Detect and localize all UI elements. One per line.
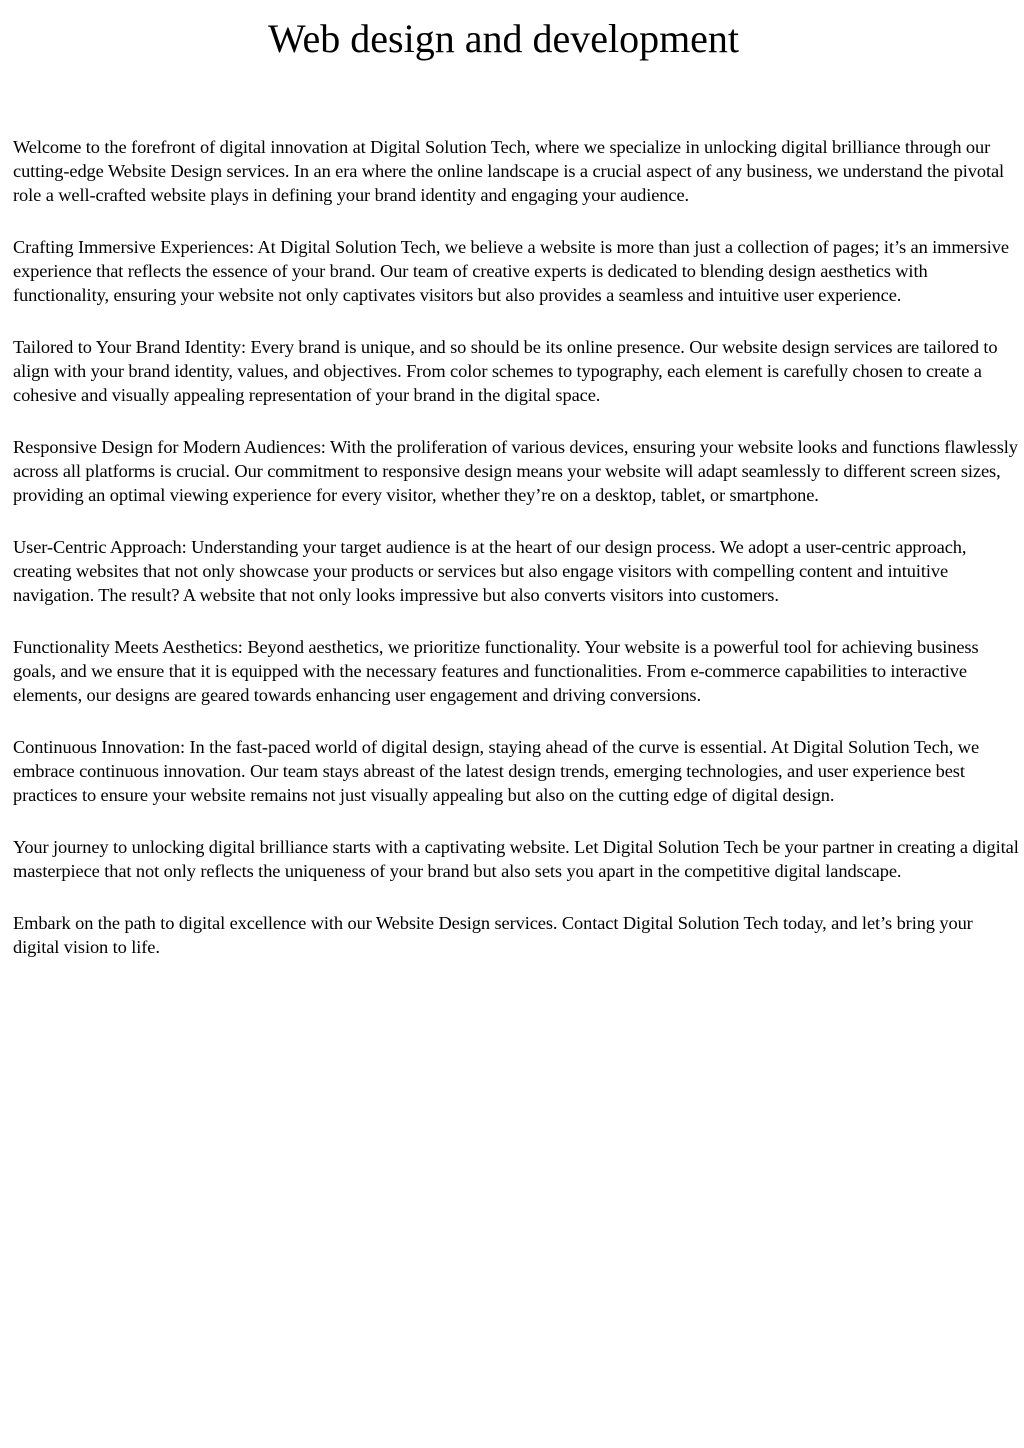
paragraph-brand-identity: Tailored to Your Brand Identity: Every brand is unique, and so should be its online presence. Our website design services are tailored to align with your brand identity, values, and objectives. From color schemes to typography, each element is carefully chosen to create a cohesive and visually appealing representation of your brand in the digital space. bbox=[13, 337, 998, 405]
document-title: Web design and development bbox=[267, 16, 740, 61]
paragraph-immersive-experiences: Crafting Immersive Experiences: At Digital Solution Tech, we believe a website is more than just a collection of pages; it’s an immersive experience that reflects the essence of your brand. Our team of creative experts is dedicated to blending design aesthetics with functionality, ensuring your website not only captivates visitors but also provides a seamless and intuitive user experience. bbox=[13, 237, 1009, 305]
paragraph-call-to-action: Embark on the path to digital excellence with our Website Design services. Contact Digital Solution Tech today, and let’s bring your digital vision to life. bbox=[13, 913, 973, 957]
paragraph-user-centric: User-Centric Approach: Understanding your target audience is at the heart of our design process. We adopt a user-centric approach, creating websites that not only showcase your products or services but also engage visitors with compelling content and intuitive navigation. The result? A website that not only looks impressive but also converts visitors into customers. bbox=[13, 537, 967, 605]
paragraph-intro: Welcome to the forefront of digital innovation at Digital Solution Tech, where we specialize in unlocking digital brilliance through our cutting-edge Website Design services. In an era where the online landscape is a crucial aspect of any business, we understand the pivotal role a well-crafted website plays in defining your brand identity and engaging your audience. bbox=[13, 137, 1005, 205]
paragraph-functionality: Functionality Meets Aesthetics: Beyond aesthetics, we prioritize functionality. Your website is a powerful tool for achieving business goals, and we ensure that it is equipped with the necessary features and functionalities. From e-commerce capabilities to interactive elements, our designs are geared towards enhancing user engagement and driving conversions. bbox=[13, 637, 979, 705]
document-body bbox=[13, 135, 1020, 987]
paragraph-continuous-innovation: Continuous Innovation: In the fast-paced world of digital design, staying ahead of the curve is essential. At Digital Solution Tech, we embrace continuous innovation. Our team stays abreast of the latest design trends, emerging technologies, and user experience best practices to ensure your website remains not just visually appealing but also on the cutting edge of digital design. bbox=[13, 737, 980, 805]
paragraph-responsive-design: Responsive Design for Modern Audiences: With the proliferation of various devices, ensuring your website looks and functions flawlessly across all platforms is crucial. Our commitment to responsive design means your website will adapt seamlessly to different screen sizes, providing an optimal viewing experience for every visitor, whether they’re on a desktop, tablet, or smartphone. bbox=[13, 437, 1018, 505]
paragraph-journey: Your journey to unlocking digital brilliance starts with a captivating website. Let Digital Solution Tech be your partner in creating a digital masterpiece that not only reflects the uniqueness of your brand but also sets you apart in the competitive digital landscape. bbox=[13, 837, 1019, 881]
